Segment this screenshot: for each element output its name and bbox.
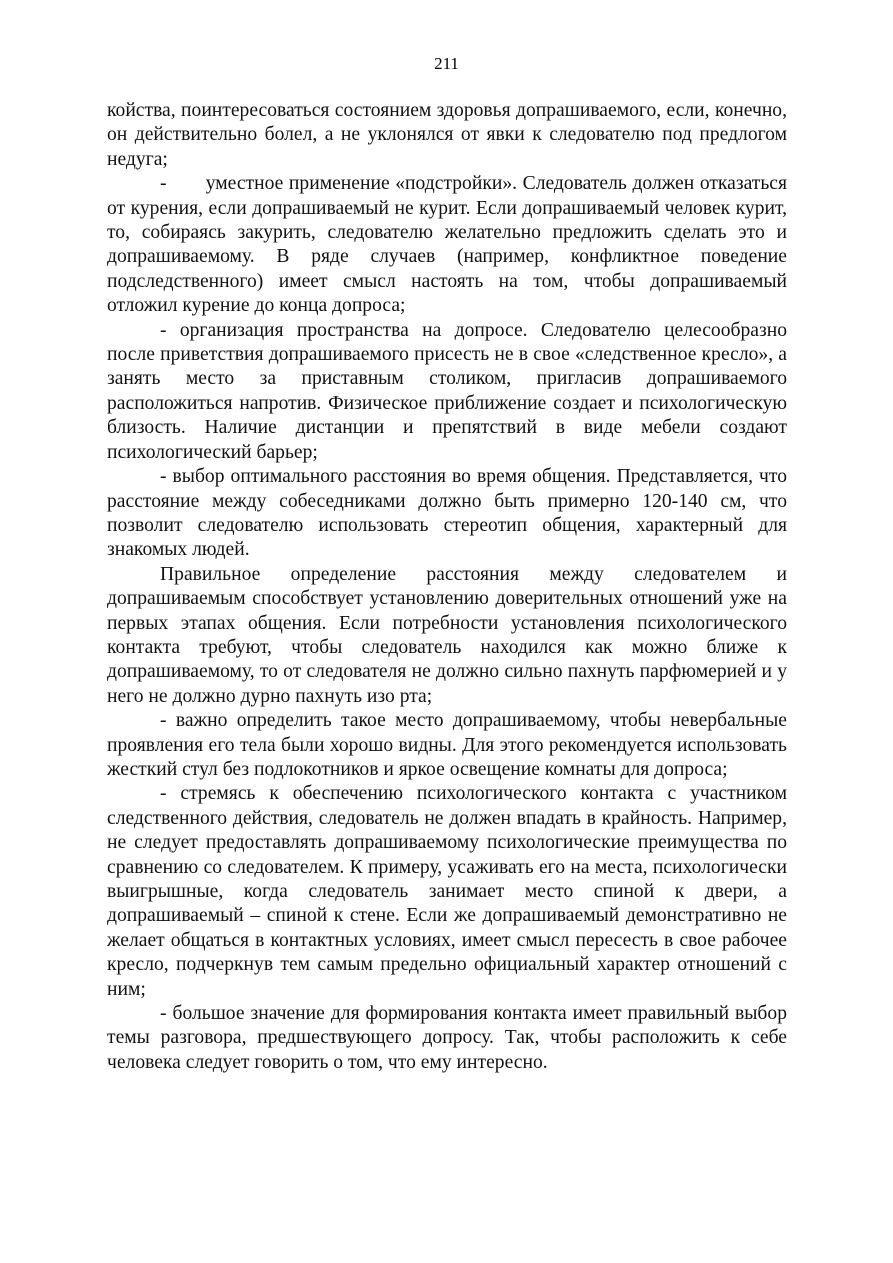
paragraph-conversation-topic: - большое значение для формирования контакта имеет правильный выбор темы разговора, предшествующего допросу. Так, чтобы расположить к себе человека следует говорить о том, что ему интересно.: [107, 1003, 787, 1073]
paragraph-optimal-distance: - выбор оптимального расстояния во время общения. Представляется, что расстояние между собеседниками должно быть примерно 120-140 см, что позволит следователю использовать стереотип общения, характерный для знакомых людей.: [107, 466, 787, 561]
paragraph-distance-definition: Правильное определение расстояния между следователем и допрашиваемым способствует установлению доверительных отношений уже на первых этапах общения. Если потребности установления психологического контакта требуют, чтобы следователь находился как можно ближе к допрашиваемому, то от следователя не должно сильно пахнуть парфюмерией и у него не должно дурно пахнуть изо рта;: [107, 563, 787, 707]
paragraph-adjustment: - уместное применение «подстройки». Следователь должен отказаться от курения, если допрашиваемый не курит. Если допрашиваемый человек курит, то, собираясь закурить, следователю желательно предложить сделать это и допрашиваемому. В ряде случаев (например, конфликтное поведение подследственного) имеет смысл настоять на том, чтобы допрашиваемый отложил курение до конца допроса;: [107, 173, 787, 317]
document-body: [107, 99, 787, 1075]
paragraph-seat-placement: - важно определить такое место допрашиваемому, чтобы невербальные проявления его тела были хорошо видны. Для этого рекомендуется использовать жесткий стул без подлокотников и яркое освещение комнаты для допроса;: [107, 710, 787, 780]
page-number: 211: [434, 54, 459, 73]
paragraph-continuation: койства, поинтересоваться состоянием здоровья допрашиваемого, если, конечно, он действительно болел, а не уклонялся от явки к следователю под предлогом недуга;: [107, 100, 787, 170]
paragraph-psychological-contact: - стремясь к обеспечению психологического контакта с участником следственного действия, следователь не должен впадать в крайность. Например, не следует предоставлять допрашиваемому психологические преимущества по сравнению со следователем. К примеру, усаживать его на места, психологически выигрышные, когда следователь занимает место спиной к двери, а допрашиваемый – спиной к стене. Если же допрашиваемый демонстративно не желает общаться в контактных условиях, имеет смысл пересесть в свое рабочее кресло, подчеркнув тем самым предельно официальный характер отношений с ним;: [107, 783, 787, 1000]
paragraph-space-organization: - организация пространства на допросе. Следователю целесообразно после приветствия допрашиваемого присесть не в свое «следственное кресло», а занять место за приставным столиком, пригласив допрашиваемого расположиться напротив. Физическое приближение создает и психологическую близость. Наличие дистанции и препятствий в виде мебели создают психологический барьер;: [107, 319, 787, 463]
